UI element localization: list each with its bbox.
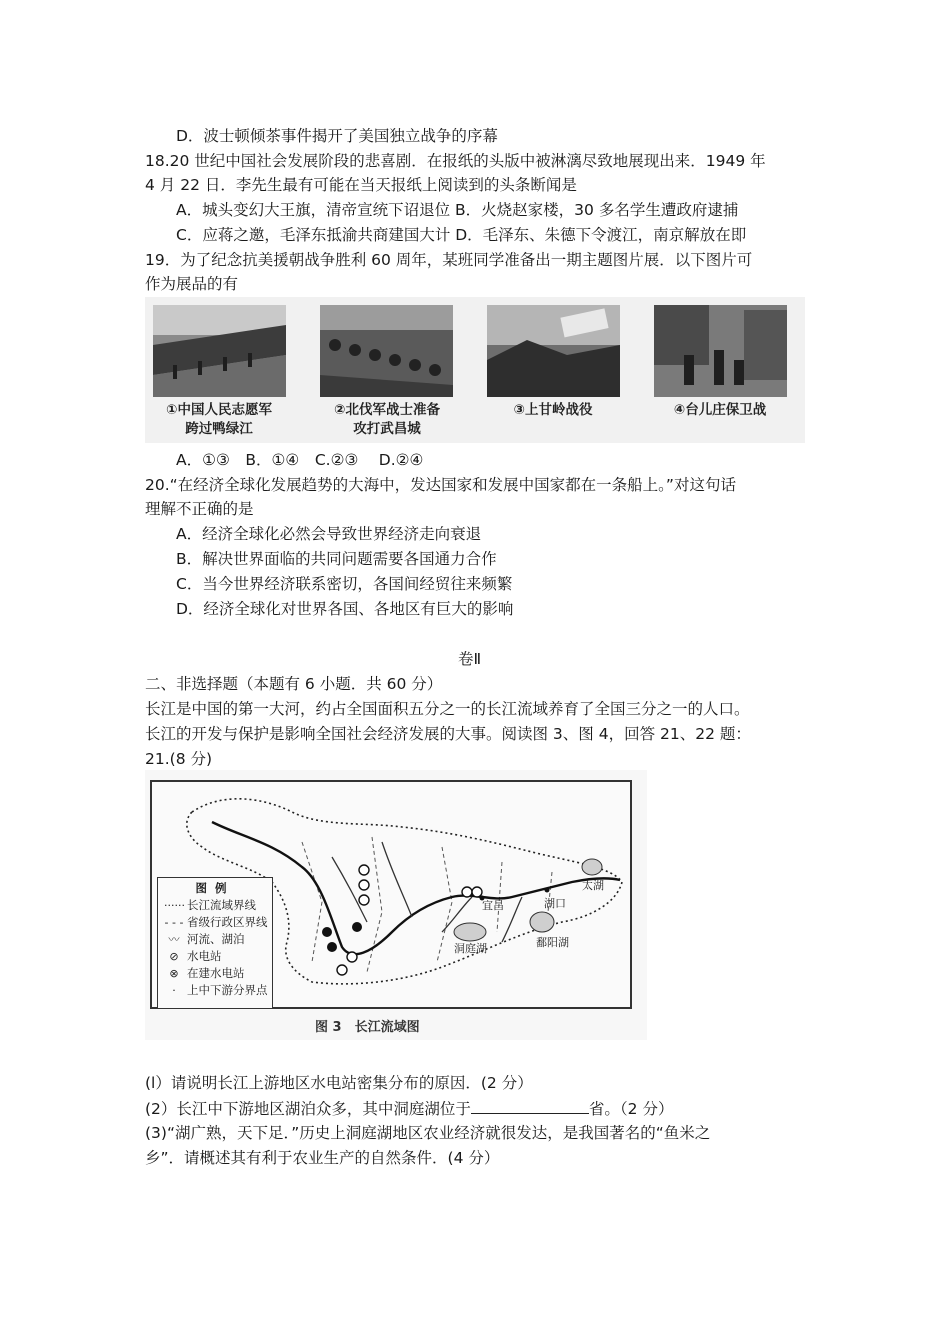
dashed-line-icon: - - - [164,916,184,929]
label-hukou: 湖口 [544,897,566,910]
legend-item: ······ 长江流域界线 [164,898,256,912]
photo-volunteers-crossing-yalu [153,305,286,397]
photo-shangganling [487,305,620,397]
photo-northern-expedition [320,305,453,397]
q20-stem-line2: 理解不正确的是 [145,500,254,518]
label-taihu: 太湖 [582,879,604,892]
q21-sub3-line2: 乡”．请概述其有利于农业生产的自然条件．(4 分） [145,1149,500,1167]
photo2-caption: ②北伐军战士准备 攻打武昌城 [334,402,440,437]
q19-options: A．①③ B．①④ C.②③ D.②④ [176,451,424,469]
label-dongting: 洞庭湖 [454,942,487,955]
q21-label: 21.(8 分) [145,750,213,768]
legend-item: ⊘ 水电站 [158,948,272,965]
intro-line1: 长江是中国的第一大河，约占全国面积五分之一的长江流域养育了全国三分之一的人口。 [145,700,750,718]
q20-option-b: B．解决世界面临的共同问题需要各国通力合作 [176,550,497,568]
dot-icon: · [172,984,176,997]
answer-blank[interactable] [471,1097,589,1114]
photo3-caption: ③上甘岭战役 [513,402,593,418]
label-poyang: 鄱阳湖 [536,936,569,949]
legend-title: 图例 [195,881,235,895]
q19-stem-line2: 作为展品的有 [145,275,239,293]
q21-sub2-after: 省。（2 分） [588,1100,674,1118]
q18-stem-line1: 18.20 世纪中国社会发展阶段的悲喜剧．在报纸的头版中被淋漓尽致地展现出来．1949 年 [145,152,766,170]
map-caption: 图 3 长江流域图 [315,1020,420,1035]
river-icon: 〰 [168,933,180,946]
station-building-icon: ⊗ [169,967,179,980]
map-legend [157,877,273,1009]
q20-stem-line1: 20.“在经济全球化发展趋势的大海中，发达国家和发展中国家都在一条船上。”对这句话 [145,476,736,494]
section2-heading: 二、非选择题（本题有 6 小题．共 60 分） [145,675,443,693]
q21-sub2-before: (2）长江中下游地区湖泊众多，其中洞庭湖位于 [145,1100,471,1118]
volume-title: 卷Ⅱ [458,650,482,668]
station-icon: ⊘ [169,950,179,963]
q20-option-a: A．经济全球化必然会导致世界经济走向衰退 [176,525,482,543]
photo-strip [145,297,805,443]
dotted-line-icon: ······ [164,899,185,912]
legend-item: - - - 省级行政区界线 [164,915,268,929]
photo1-caption: ①中国人民志愿军 跨过鸭绿江 [166,402,272,437]
q19-stem-line1: 19．为了纪念抗美援朝战争胜利 60 周年，某班同学准备出一期主题图片展．以下图片可 [145,251,753,269]
map-frame [150,780,632,1009]
label-yichang: 宜昌 [482,899,504,912]
q21-sub3-line1: (3)“湖广熟，天下足．”历史上洞庭湖地区农业经济就很发达，是我国著名的“鱼米之 [145,1124,711,1142]
photo-taierzhuang [654,305,787,397]
q21-sub1: (l）请说明长江上游地区水电站密集分布的原因．(2 分） [145,1074,533,1092]
legend-item: · 上中下游分界点 [158,982,272,999]
q20-option-d: D．经济全球化对世界各国、各地区有巨大的影响 [176,600,514,618]
intro-line2: 长江的开发与保护是影响全国社会经济发展的大事。阅读图 3、图 4，回答 21、22 题： [145,725,751,743]
q17-option-d: D．波士顿倾茶事件揭开了美国独立战争的序幕 [176,127,498,145]
legend-item: ⊗ 在建水电站 [158,965,272,982]
yangtze-basin-map [145,770,647,1040]
q18-options-cd: C．应蒋之邀，毛泽东抵渝共商建国大计 D．毛泽东、朱德下令渡江，南京解放在即 [176,226,747,244]
q18-stem-line2: 4 月 22 日．李先生最有可能在当天报纸上阅读到的头条断闻是 [145,176,577,194]
q18-options-ab: A．城头变幻大王旗，清帝宣统下诏退位 B．火烧赵家楼，30 多名学生遭政府逮捕 [176,201,739,219]
q20-option-c: C．当今世界经济联系密切，各国间经贸往来频繁 [176,575,513,593]
legend-item: 〰 河流、湖泊 [158,931,272,948]
q21-sub2 [145,1097,673,1120]
photo4-caption: ④台儿庄保卫战 [673,402,767,418]
